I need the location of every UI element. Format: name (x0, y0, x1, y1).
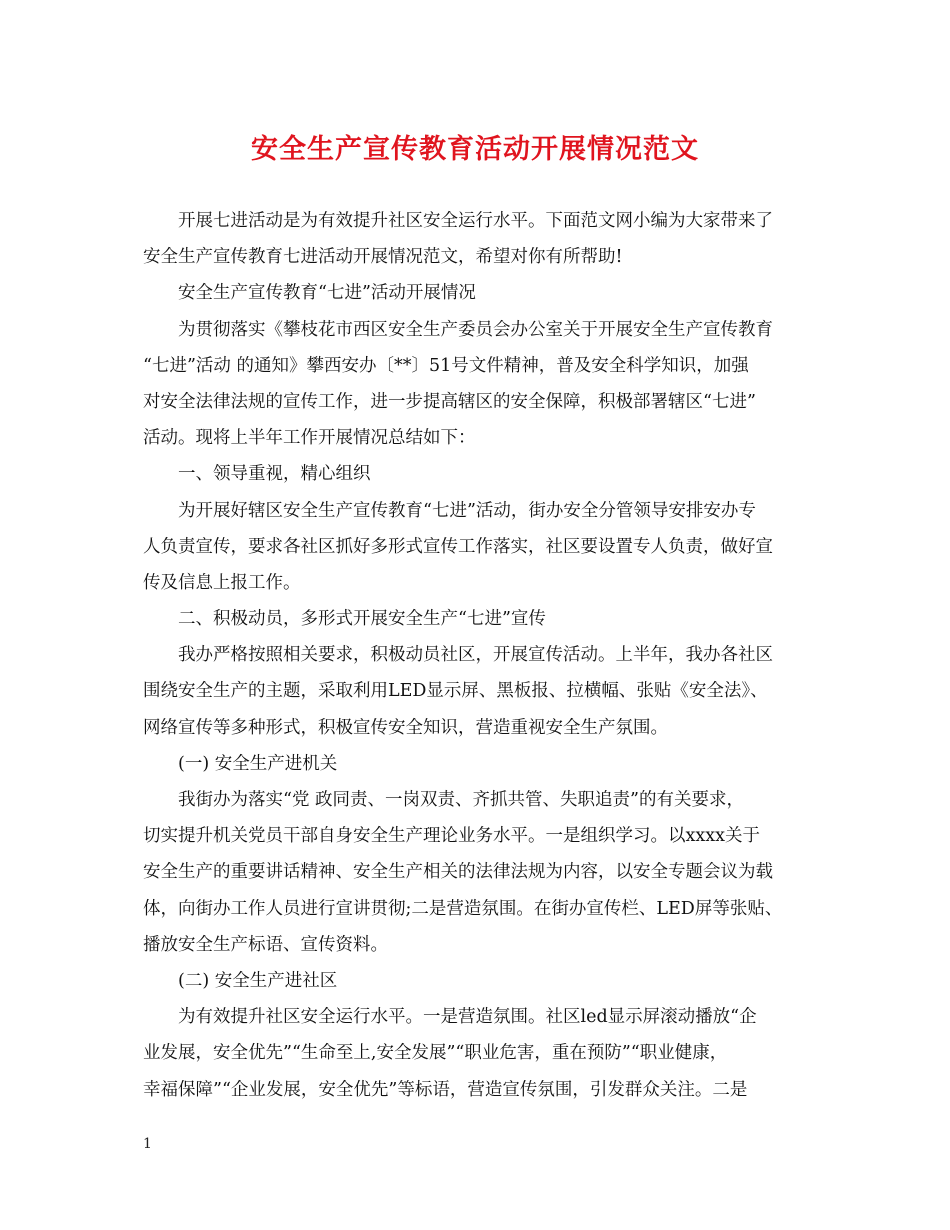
subsection-heading: (一) 安全生产进机关 (178, 753, 338, 774)
document-body (143, 203, 813, 1108)
page-number: 1 (143, 1136, 152, 1152)
subsection-heading: (二) 安全生产进社区 (178, 970, 338, 991)
paragraph-line: 我街办为落实“党 政同责、一岗双责、齐抓共管、失职追责”的有关要求， (178, 790, 744, 810)
paragraph-line: 我办严格按照相关要求，积极动员社区，开展宣传活动。上半年，我办各社区 (178, 645, 773, 666)
paragraph-line: 业发展，安全优先”“生命至上,安全发展”“职业危害，重在预防”“职业健康， (143, 1043, 728, 1064)
paragraph-line: 幸福保障”“企业发展，安全优先”等标语，营造宣传氛围，引发群众关注。二是 (143, 1079, 748, 1100)
paragraph-line: “七进”活动 的通知》攀西安办〔**〕51号文件精神，普及安全科学知识，加强 (143, 355, 749, 376)
paragraph-line: 切实提升机关党员干部自身安全生产理论业务水平。一是组织学习。以xxxx关于 (143, 826, 760, 847)
paragraph-line: 开展七进活动是为有效提升社区安全运行水平。下面范文网小编为大家带来了 (178, 211, 773, 231)
paragraph-line: 为有效提升社区安全运行水平。一是营造氛围。社区led显示屏滚动播放“企 (178, 1007, 757, 1028)
paragraph-line: 围绕安全生产的主题，采取利用LED显示屏、黑板报、拉横幅、张贴《安全法》、 (143, 681, 768, 702)
paragraph-line: 传及信息上报工作。 (143, 572, 301, 593)
paragraph-line: 体，向街办工作人员进行宣讲贯彻;二是营造氛围。在街办宣传栏、LED屏等张贴、 (143, 898, 783, 919)
paragraph-line: 对安全法律法规的宣传工作，进一步提高辖区的安全保障，积极部署辖区“七进” (143, 391, 756, 412)
paragraph-line: 网络宣传等多种形式，积极宣传安全知识，营造重视安全生产氛围。 (143, 717, 668, 738)
section-heading: 安全生产宣传教育“七进”活动开展情况 (178, 283, 476, 304)
section-heading: 一、领导重视，精心组织 (178, 464, 371, 485)
paragraph-line: 人负责宣传，要求各社区抓好多形式宣传工作落实，社区要设置专人负责，做好宣 (143, 536, 773, 557)
paragraph-line: 安全生产的重要讲话精神、安全生产相关的法律法规为内容，以安全专题会议为载 (143, 862, 773, 883)
paragraph-line: 为开展好辖区安全生产宣传教育“七进”活动，街办安全分管领导安排安办专 (178, 500, 756, 521)
section-heading: 二、积极动员，多形式开展安全生产“七进”宣传 (178, 609, 546, 630)
paragraph-line: 安全生产宣传教育七进活动开展情况范文，希望对你有所帮助! (143, 247, 623, 268)
paragraph-line: 播放安全生产标语、宣传资料。 (143, 934, 388, 955)
document-title: 安全生产宣传教育活动开展情况范文 (251, 134, 699, 165)
paragraph-line: 活动。现将上半年工作开展情况总结如下： (143, 428, 476, 449)
paragraph-line: 为贯彻落实《攀枝花市西区安全生产委员会办公室关于开展安全生产宣传教育 (178, 319, 773, 340)
